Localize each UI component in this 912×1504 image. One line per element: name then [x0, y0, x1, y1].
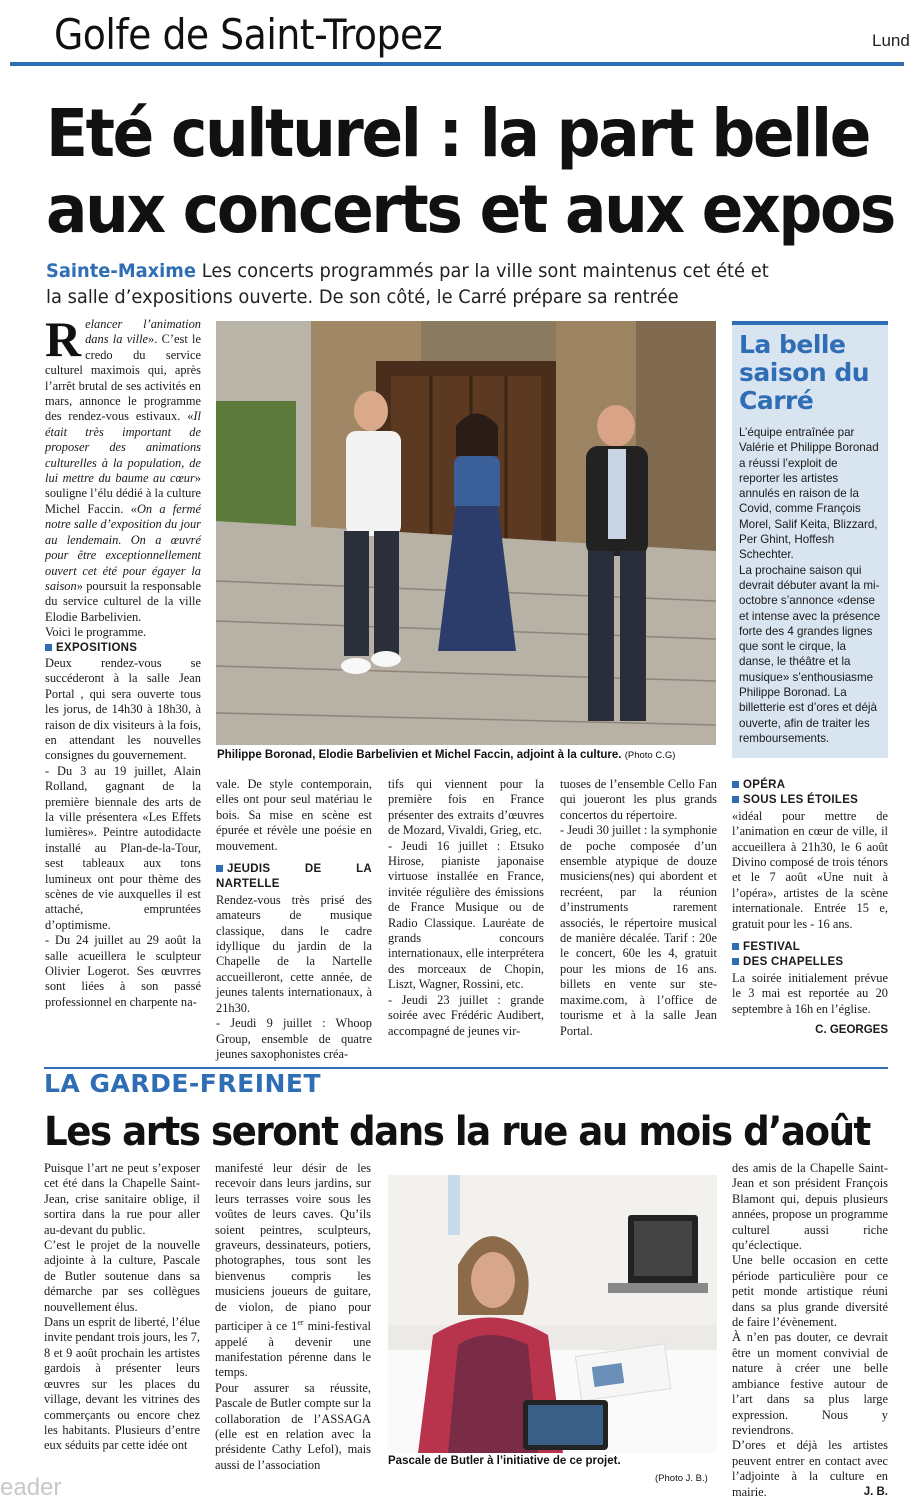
paragraph: - Jeudi 23 juillet : grande soirée avec Frédéric Audibert, accompagné de jeunes vir- — [388, 992, 544, 1038]
paragraph: Puisque l’art ne peut s’exposer cet été dans la Chapelle Saint-Jean, crise sanitaire oblige, il sortira dans la rue pour aller au-devant du public. — [44, 1161, 200, 1237]
headline-line-2: aux concerts et aux expos — [46, 171, 895, 248]
header-rule — [10, 62, 904, 66]
deck-line-2: la salle d’expositions ouverte. De son côté, le Carré prépare sa rentrée — [46, 286, 679, 308]
photo-credit-2: (Photo J. B.) — [655, 1473, 708, 1484]
sidebar-title: La belle saison du Carré — [739, 330, 870, 415]
article1-column-4 — [560, 777, 717, 1039]
paragraph: tuoses de l’ensemble Cello Fan qui joueront les plus grands concertos du répertoire. — [560, 777, 717, 822]
photo-illustration-2 — [388, 1175, 717, 1453]
subheading-festival-2: DES CHAPELLES — [732, 955, 888, 970]
paragraph: D’ores et déjà les artistes peuvent entrer en contact avec l’adjointe à la culture en mairie. J. B. — [732, 1438, 888, 1499]
paragraph: - Du 24 juillet au 29 août la salle acueillera le sculpteur Olivier Logerot. Ses œuvrres sont liées à son passé professionnel en charpente na- — [45, 933, 201, 1009]
paragraph: - Jeudi 9 juillet : Whoop Group, ensemble de quatre jeunes saxophonistes créa- — [216, 1016, 372, 1061]
subheading-festival: FESTIVAL — [732, 940, 888, 955]
deck-line-1: Les concerts programmés par la ville sont maintenus cet été et — [196, 260, 769, 282]
paragraph: vale. De style contemporain, elles ont pour seul matériau le bois. Sa mise en scène est épurée et révèle une poésie en mouvement. — [216, 777, 372, 853]
article1-column-2 — [216, 777, 372, 1062]
paragraph: «idéal pour mettre de l’animation en cœur de ville, il accueillera à 21h30, le 6 août Divino composé de trois ténors et le 7 août «Une nuit à l’opéra», artistes de la scène internationale. Entrée 15 e, gratuit pour les - 16 ans. — [732, 808, 888, 931]
subheading-jeudis-nartelle: JEUDIS DE LA NARTELLE — [216, 862, 372, 893]
quote-2-attribution: » poursuit la responsable du service culturel de la ville Elodie Barbelivien. — [45, 578, 201, 624]
sidebar-paragraph-2: La prochaine saison qui devrait débuter avant la mi-octobre s’annonce «dense et intense avec la présence forte des 4 grandes lignes que sont le cirque, la danse, le théâtre et la musique» s’enthousiasme Philippe Boronad. La billetterie est d’ores et déjà ouverte, afin de traiter les remboursements. — [739, 563, 881, 745]
paragraph: - Du 3 au 19 juillet, Alain Rolland, gagnant de la première biennale des arts de la ville présentera «Les Effets lumières». Peintre autodidacte installé au Plan-de-la-Tour, sest tableaux aux tons lumineux ont pour thème des scènes de vie auxquelles il est attaché, empruntées d’optimisme. — [45, 763, 201, 932]
subheading-expositions: EXPOSITIONS — [45, 641, 201, 656]
paragraph: À n’en pas douter, ce devrait être un moment convivial de nature à créer une belle ambiance festive autour de l’art dans sa plus large expression. Nous y reviendrons. — [732, 1330, 888, 1437]
quote-1: Il était très important de proposer des animations culturelles à la population, de lui mettre du baume au cœur — [45, 409, 201, 486]
paragraph: Rendez-vous très prisé des amateurs de musique classique, dans le cadre idyllique du jardin de la Chapelle de la Nartelle accueilleront, cette année, de jeunes talents internationaux, à 21h30. — [216, 892, 372, 1015]
paragraph: manifesté leur désir de les recevoir dans leurs jardins, sur leurs terrasses voire sous les voûtes de leurs caves. Qu’ils soient peintres, sculpteurs, graveurs, dessinateurs, potiers, photographes, tous sont les bienvenus compris les musiciens joueurs de guitare, de violon, de piano pour participer à ce 1er mini-festival appelé à devenir une manifestation pérenne dans le temps. — [215, 1161, 371, 1380]
headline-2: Les arts seront dans la rue au mois d’août — [44, 1109, 870, 1155]
photo-caption-2: Pascale de Butler à l’initiative de ce projet. — [388, 1455, 621, 1467]
paragraph: Une belle occasion en cette période particulière pour ce petit monde artistique réuni dans sa plus grande diversité de faire l’évènement. — [732, 1253, 888, 1330]
paragraph: Voici le programme. — [45, 625, 147, 640]
paragraph: Pour assurer sa réussite, Pascale de Butler compte sur la collaboration de l’ASSAGA (elle est en relation avec la présidente Cathy Lefol), mais aussi de l’association — [215, 1380, 371, 1472]
paragraph: Deux rendez-vous se succéderont à la salle Jean Portal , qui sera ouverte tous les jorus, de 14h30 à 18h30, à raison de dix visiteurs à la fois, en attendant les nouvelles consignes du gouvernement. — [45, 655, 201, 763]
article1-column-5 — [732, 778, 888, 1039]
paragraph: C’est le projet de la nouvelle adjointe à la culture, Pascale de Butler soutenue dans sa démarche par ses collègues nouvellement élus. — [44, 1238, 200, 1314]
subheading-opera: OPÉRA — [732, 778, 888, 793]
headline-line-1: Eté culturel : la part belle — [46, 95, 869, 172]
article2-column-3 — [732, 1161, 888, 1500]
quote-1-attribution: » souligne l’élu dédié à la culture Michel Faccin. « — [45, 471, 201, 516]
sidebar-paragraph-1: L’équipe entraînée par Valérie et Philippe Boronad a réussi l’exploit de reporter les artistes annulés en raison de la Covid, comme François Morel, Salif Keita, Blizzard, Per Ghint, Hoffesh Schechter. — [739, 426, 879, 562]
caption-text: Philippe Boronad, Elodie Barbelivien et Michel Faccin, adjoint à la culture. — [217, 749, 622, 761]
paragraph: Dans un esprit de liberté, l’élue invite pendant trois jours, les 7, 8 et 9 août prochain les artistes gardois à présenter leurs œuvres sur les places du village, devant les vitrines des commerçants ou encore chez les habitants. Plusieurs d’entre eux séduits par cette idée ont — [44, 1315, 200, 1453]
subheading-opera-2: SOUS LES ÉTOILES — [732, 793, 888, 808]
intro-text: ». C’est le credo du service culturel maximois qui, après l’arrêt brutal de ses activités en mars, annonce le programme des rendez-vous estivaux. « — [45, 332, 201, 424]
signature: C. GEORGES — [815, 1024, 888, 1037]
article1-column-1 — [45, 311, 201, 1010]
sidebar-box — [732, 325, 888, 758]
section-title: Golfe de Saint-Tropez — [54, 10, 443, 59]
photo-credit: (Photo C.G) — [624, 750, 676, 761]
photo-illustration — [216, 321, 716, 745]
photo-caption — [217, 749, 722, 761]
article1-column-3 — [388, 777, 544, 1039]
signature-2: J. B. — [863, 1485, 888, 1498]
section-label: LA GARDE-FREINET — [44, 1069, 322, 1098]
paragraph: des amis de la Chapelle Saint-Jean et son président François Blamont qui, depuis plusieurs années, propose un programme culturel aussi riche qu’éclectique. — [732, 1161, 888, 1253]
photo-pascale-de-butler — [388, 1175, 717, 1453]
header-date: Lund — [872, 31, 910, 50]
paragraph: - Jeudi 30 juillet : la symphonie de poche composée d’un ensemble atypique de douze musiciens(nes) qui abordent et recréent, par la réunion d’instruments rarement associés, le répertoire musical de manière décalée. Tarif : 20e le concert, 60e les 4, gratuit pour les mions de 16 ans. billets en vente sur ste-maxime.com, à l’office de tourisme et à la salle Jean Portal. — [560, 823, 717, 1038]
article2-column-1 — [44, 1161, 200, 1454]
deck — [46, 258, 897, 310]
paragraph: tifs qui viennent pour la première fois en France présenter des extraits d’œuvres de Mozard, Vivaldi, Grieg, etc. — [388, 777, 544, 838]
location-label: Sainte-Maxime — [46, 260, 197, 282]
paragraph: La soirée initialement prévue le 3 mai est reportée au 20 septembre à 16h en l’église. — [732, 970, 888, 1016]
quote-2: On a fermé notre salle d’exposition du jour au lendemain. On a œuvré pour être exceptionnellement ouvert cet été pour égayer la saison — [45, 501, 201, 593]
paragraph: - Jeudi 16 juillet : Etsuko Hirose, pianiste japonaise virtuose installée en France, invitée régulière des émissions de France Musique ou de Radio Classique. Lauréate de grands concours internationaux, elle interprétera des morceaux de Chopin, Liszt, Wagner, Rossini, etc. — [388, 838, 544, 992]
intro-italic: elancer l’animation dans la ville — [85, 317, 201, 347]
article2-column-2 — [215, 1161, 371, 1473]
photo-three-people — [216, 321, 716, 745]
dropcap: R — [45, 311, 82, 367]
watermark: eader — [0, 1474, 62, 1501]
